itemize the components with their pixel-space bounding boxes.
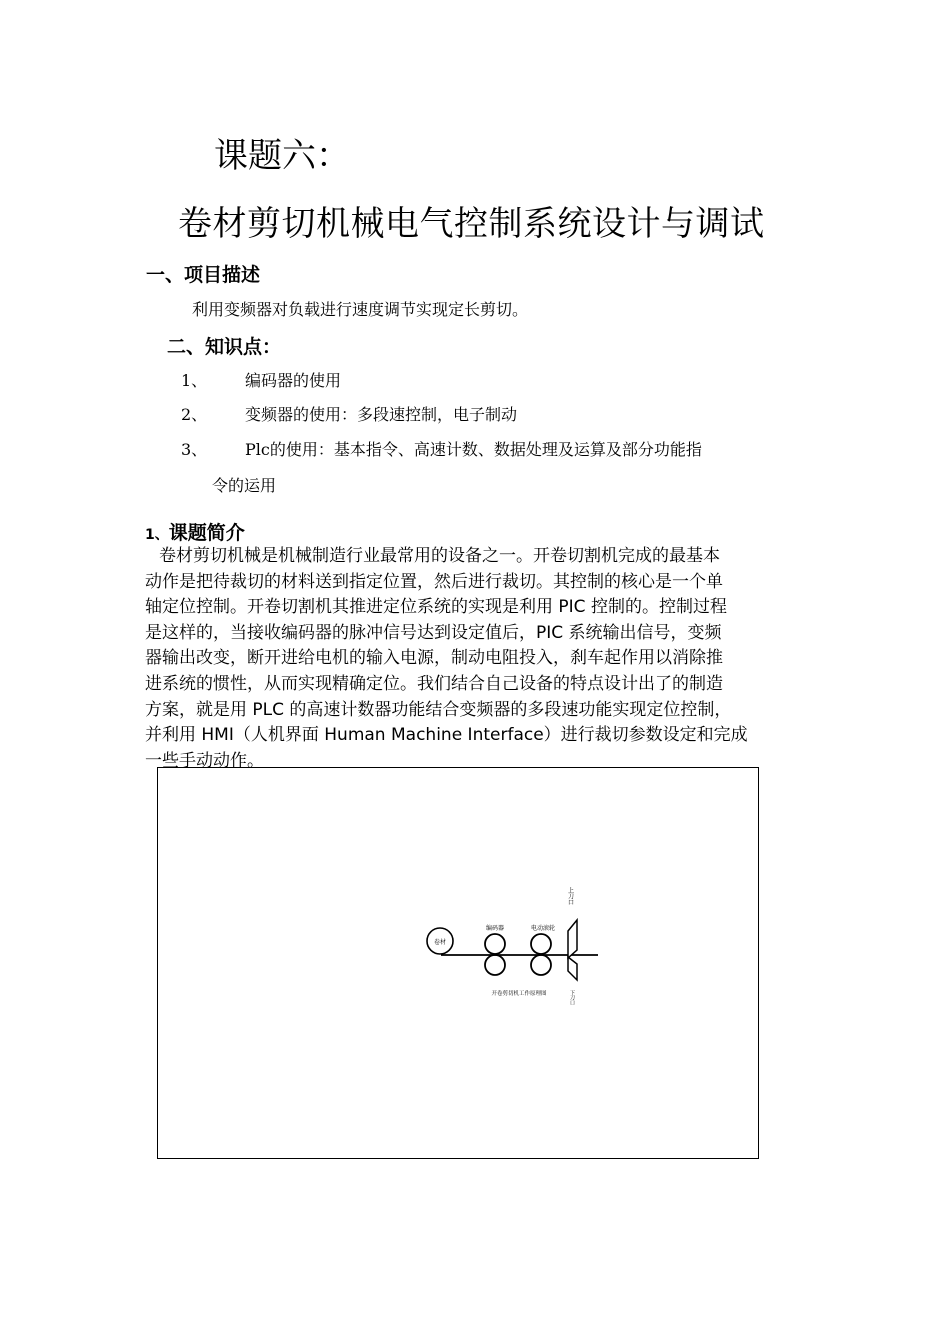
upper-blade-icon bbox=[568, 920, 577, 958]
introduction-paragraph bbox=[145, 544, 797, 774]
paragraph-line: 卷材剪切机械是机械制造行业最常用的设备之一。开卷切割机完成的最基本 bbox=[159, 546, 720, 566]
paragraph-line: 一些手动动作。 bbox=[145, 750, 264, 771]
chapter-heading: 课题六： bbox=[214, 136, 350, 176]
paragraph-line: 动作是把待裁切的材料送到指定位置，然后进行裁切。其控制的核心是一个单 bbox=[145, 571, 723, 592]
encoder-roller-top-icon bbox=[485, 934, 505, 954]
knowledge-item-text: Plc的使用：基本指令、高速计数、数据处理及运算及部分功能指 bbox=[245, 440, 702, 459]
lower-blade-icon bbox=[568, 957, 577, 980]
diagram-drawing bbox=[158, 768, 760, 1160]
paragraph-line: 轴定位控制。开卷切割机其推进定位系统的实现是利用 PIC 控制的。控制过程 bbox=[145, 597, 727, 618]
upper-blade-label: 上刀口 bbox=[566, 887, 574, 905]
section-title: 课题简介 bbox=[168, 522, 245, 544]
diagram-caption: 开卷剪切机工作原理图 bbox=[491, 991, 547, 997]
encoder-roller-bottom-icon bbox=[485, 955, 505, 975]
paragraph-line: 是这样的，当接收编码器的脉冲信号达到设定值后，PIC 系统输出信号，变频 bbox=[145, 622, 722, 643]
motor-label: 电动滚轮 bbox=[530, 925, 556, 932]
paragraph-line: 方案，就是用 PLC 的高速计数器功能结合变频器的多段速功能实现定位控制， bbox=[145, 699, 732, 720]
motor-roller-bottom-icon bbox=[531, 955, 551, 975]
knowledge-item-text: 编码器的使用 bbox=[245, 371, 342, 390]
knowledge-item-text: 变频器的使用：多段速控制，电子制动 bbox=[245, 405, 518, 424]
project-description-text: 利用变频器对负载进行速度调节实现定长剪切。 bbox=[192, 300, 529, 319]
paragraph-line: 进系统的惯性，从而实现精确定位。我们结合自己设备的特点设计出了的制造 bbox=[145, 673, 723, 694]
section-heading-project-description: 一、项目描述 bbox=[146, 264, 261, 286]
working-principle-diagram bbox=[157, 767, 759, 1159]
lower-blade-label: 下刀口 bbox=[569, 990, 575, 1005]
knowledge-item-number: 1、 bbox=[181, 371, 208, 390]
page-title: 卷材剪切机械电气控制系统设计与调试 bbox=[178, 204, 765, 244]
section-number: 1、 bbox=[145, 527, 169, 543]
motor-roller-top-icon bbox=[531, 934, 551, 954]
knowledge-item-number: 3、 bbox=[181, 440, 208, 459]
paragraph-line: 并利用 HMI（人机界面 Human Machine Interface）进行裁切参数设定和完成 bbox=[145, 725, 748, 746]
paragraph-line: 器输出改变，断开进给电机的输入电源，制动电阻投入，刹车起作用以消除推 bbox=[145, 648, 723, 669]
knowledge-item-number: 2、 bbox=[181, 405, 208, 424]
section-heading-introduction bbox=[145, 518, 245, 545]
encoder-label: 编码器 bbox=[485, 925, 505, 932]
section-heading-knowledge-points: 二、知识点： bbox=[167, 336, 282, 358]
coil-label: 卷材 bbox=[433, 939, 447, 946]
knowledge-item-continuation: 令的运用 bbox=[212, 476, 277, 495]
